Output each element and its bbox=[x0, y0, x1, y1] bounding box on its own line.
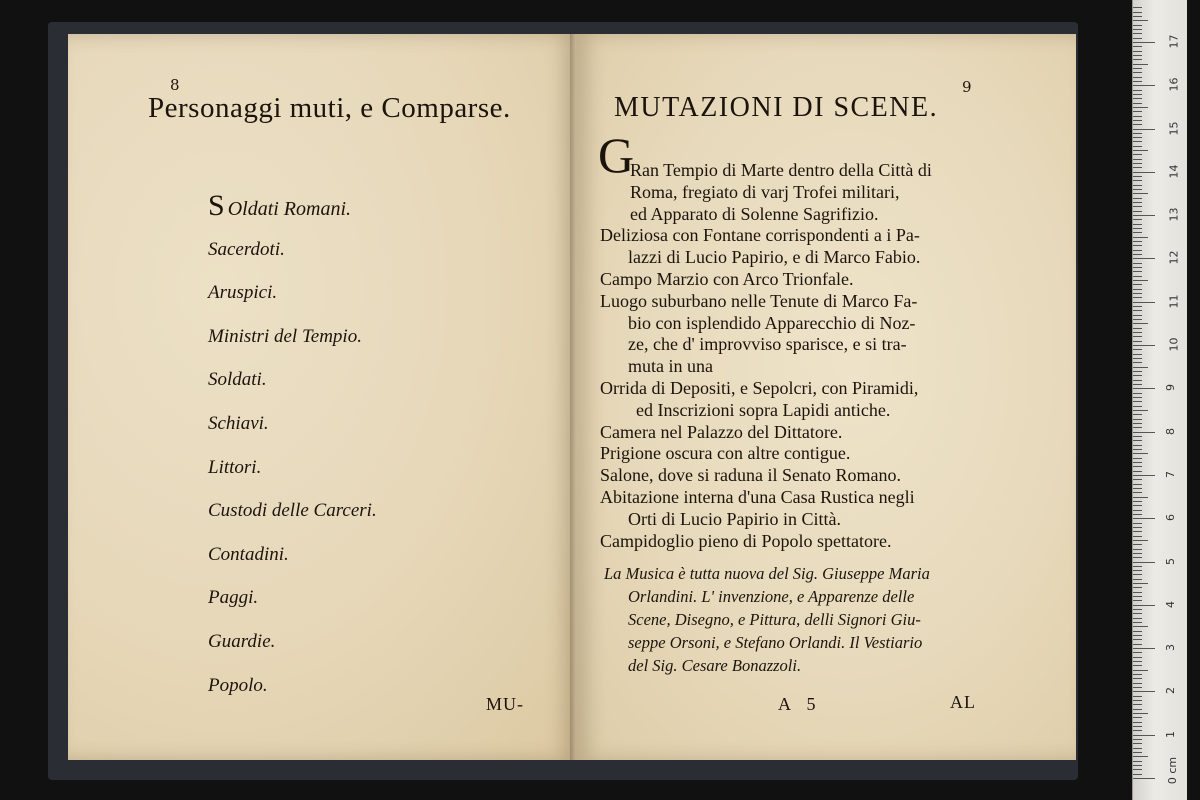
ruler-tick bbox=[1133, 68, 1142, 69]
ruler-tick bbox=[1133, 98, 1142, 99]
ruler-tick bbox=[1133, 159, 1142, 160]
ruler-tick bbox=[1133, 211, 1142, 212]
ruler-tick bbox=[1133, 29, 1142, 30]
ruler-tick bbox=[1133, 635, 1142, 636]
left-catchword: MU- bbox=[486, 694, 524, 714]
ruler-tick bbox=[1133, 124, 1142, 125]
ruler-tick bbox=[1133, 129, 1155, 130]
ruler-tick bbox=[1133, 536, 1142, 537]
ruler-tick bbox=[1133, 289, 1142, 290]
ruler-tick bbox=[1133, 319, 1142, 320]
list-item-text: Oldati Romani. bbox=[227, 198, 352, 220]
ruler-tick bbox=[1133, 726, 1142, 727]
ruler-tick bbox=[1133, 107, 1148, 108]
scene-line: ze, che d' improvviso sparisce, e si tra- bbox=[628, 334, 907, 355]
ruler-tick bbox=[1133, 336, 1142, 337]
ruler-number: 7 bbox=[1164, 470, 1177, 478]
right-page bbox=[576, 34, 1076, 760]
ruler-tick bbox=[1133, 644, 1142, 645]
ruler-number: 8 bbox=[1164, 427, 1177, 435]
ruler-tick bbox=[1133, 613, 1142, 614]
ruler-tick bbox=[1133, 778, 1155, 779]
ruler-unit-label: 0 cm bbox=[1166, 756, 1180, 785]
ruler-number: 9 bbox=[1164, 384, 1177, 392]
scene-line: Prigione oscura con altre contigue. bbox=[600, 443, 851, 464]
ruler-tick bbox=[1133, 652, 1142, 653]
ruler-tick bbox=[1133, 81, 1142, 82]
ruler-tick bbox=[1133, 146, 1142, 147]
ruler-tick bbox=[1133, 72, 1142, 73]
credit-line: Scene, Disegno, e Pittura, delli Signori Giu- bbox=[628, 610, 921, 629]
ruler-tick bbox=[1133, 33, 1142, 34]
ruler-tick bbox=[1133, 116, 1142, 117]
ruler-tick bbox=[1133, 12, 1142, 13]
scene-line: Salone, dove si raduna il Senato Romano. bbox=[600, 465, 901, 486]
ruler-tick bbox=[1133, 137, 1142, 138]
ruler-tick bbox=[1133, 713, 1148, 714]
ruler-tick bbox=[1133, 704, 1142, 705]
ruler-tick bbox=[1133, 267, 1142, 268]
ruler-tick bbox=[1133, 103, 1142, 104]
ruler-tick bbox=[1133, 505, 1142, 506]
ruler-tick bbox=[1133, 77, 1142, 78]
ruler-tick bbox=[1133, 587, 1142, 588]
ruler-tick bbox=[1133, 700, 1142, 701]
ruler-tick bbox=[1133, 562, 1155, 563]
ruler-tick bbox=[1133, 579, 1142, 580]
ruler-tick bbox=[1133, 401, 1142, 402]
ruler-tick bbox=[1133, 761, 1142, 762]
ruler-number: 5 bbox=[1164, 557, 1177, 565]
ruler-tick bbox=[1133, 250, 1142, 251]
ruler-tick bbox=[1133, 198, 1142, 199]
list-initial: S bbox=[208, 189, 225, 222]
scene-line: Roma, fregiato di varj Trofei militari, bbox=[630, 181, 900, 202]
ruler-tick bbox=[1133, 626, 1148, 627]
credit-line: Orlandini. L' invenzione, e Apparenze delle bbox=[628, 587, 915, 606]
ruler-tick bbox=[1133, 51, 1142, 52]
ruler-tick bbox=[1133, 657, 1142, 658]
ruler-tick bbox=[1133, 501, 1142, 502]
ruler-tick bbox=[1133, 224, 1142, 225]
ruler-tick bbox=[1133, 332, 1142, 333]
ruler-tick bbox=[1133, 518, 1155, 519]
ruler-tick bbox=[1133, 514, 1142, 515]
ruler-tick bbox=[1133, 406, 1142, 407]
ruler-number: 11 bbox=[1167, 294, 1181, 309]
ruler-tick bbox=[1133, 7, 1142, 8]
ruler-number: 16 bbox=[1167, 77, 1181, 92]
credit-line: del Sig. Cesare Bonazzoli. bbox=[628, 656, 802, 675]
ruler-tick bbox=[1133, 471, 1142, 472]
ruler-tick bbox=[1133, 241, 1142, 242]
ruler-tick bbox=[1133, 622, 1142, 623]
ruler-tick bbox=[1133, 596, 1142, 597]
ruler-tick bbox=[1133, 271, 1142, 272]
ruler-tick bbox=[1133, 384, 1142, 385]
list-item: Guardie. bbox=[208, 630, 276, 652]
ruler-number: 10 bbox=[1167, 337, 1181, 352]
character-list bbox=[208, 184, 377, 707]
ruler-tick bbox=[1133, 206, 1142, 207]
ruler-tick bbox=[1133, 678, 1142, 679]
ruler-tick bbox=[1133, 735, 1155, 736]
ruler-tick bbox=[1133, 38, 1142, 39]
ruler-tick bbox=[1133, 111, 1142, 112]
ruler-tick bbox=[1133, 25, 1142, 26]
ruler-tick bbox=[1133, 85, 1155, 86]
ruler-number: 1 bbox=[1164, 730, 1177, 738]
ruler-tick bbox=[1133, 592, 1142, 593]
ruler-tick bbox=[1133, 172, 1155, 173]
ruler-tick bbox=[1133, 756, 1148, 757]
ruler-tick bbox=[1133, 488, 1142, 489]
ruler-tick bbox=[1133, 665, 1142, 666]
ruler-tick bbox=[1133, 600, 1142, 601]
ruler-tick bbox=[1133, 254, 1142, 255]
ruler-number: 15 bbox=[1167, 121, 1181, 135]
ruler-tick bbox=[1133, 219, 1142, 220]
ruler-tick bbox=[1133, 670, 1148, 671]
ruler-tick bbox=[1133, 436, 1142, 437]
ruler-tick bbox=[1133, 743, 1142, 744]
ruler-tick bbox=[1133, 683, 1142, 684]
ruler-tick bbox=[1133, 90, 1142, 91]
left-page-number: 8 bbox=[170, 76, 180, 94]
ruler-tick bbox=[1133, 167, 1142, 168]
scene-line: Campo Marzio con Arco Trionfale. bbox=[600, 268, 854, 289]
ruler-tick bbox=[1133, 310, 1142, 311]
ruler-tick bbox=[1133, 176, 1142, 177]
right-page-title: MUTAZIONI DI SCENE. bbox=[614, 92, 939, 123]
ruler-tick bbox=[1133, 549, 1142, 550]
ruler-number: 3 bbox=[1164, 644, 1177, 652]
left-page bbox=[68, 34, 576, 760]
list-item: Custodi delle Carceri. bbox=[208, 500, 377, 522]
ruler-tick bbox=[1133, 618, 1142, 619]
ruler-tick bbox=[1133, 189, 1142, 190]
ruler-tick bbox=[1133, 59, 1142, 60]
ruler-tick bbox=[1133, 544, 1142, 545]
scene-line: Orti di Lucio Papirio in Città. bbox=[628, 508, 841, 529]
ruler-tick bbox=[1133, 765, 1142, 766]
ruler-tick bbox=[1133, 769, 1142, 770]
ruler-tick bbox=[1133, 380, 1142, 381]
ruler-tick bbox=[1133, 358, 1142, 359]
ruler-tick bbox=[1133, 345, 1155, 346]
ruler-tick bbox=[1133, 631, 1142, 632]
list-item: Littori. bbox=[208, 456, 262, 478]
ruler-number: 12 bbox=[1167, 250, 1181, 265]
ruler-tick bbox=[1133, 510, 1142, 511]
ruler-tick bbox=[1133, 306, 1142, 307]
ruler-tick bbox=[1133, 202, 1142, 203]
ruler-tick bbox=[1133, 527, 1142, 528]
scene-line: ed Inscrizioni sopra Lapidi antiche. bbox=[636, 399, 891, 420]
ruler-number: 4 bbox=[1164, 600, 1177, 608]
ruler-tick bbox=[1133, 315, 1142, 316]
ruler-tick bbox=[1133, 691, 1155, 692]
list-item: Paggi. bbox=[208, 587, 259, 609]
ruler-tick bbox=[1133, 397, 1142, 398]
scene-list bbox=[600, 160, 932, 552]
scene-line: Camera nel Palazzo del Dittatore. bbox=[600, 421, 843, 442]
ruler-tick bbox=[1133, 341, 1142, 342]
ruler-tick bbox=[1133, 55, 1142, 56]
credit-line: La Musica è tutta nuova del Sig. Giuseppe Maria bbox=[604, 564, 930, 583]
list-item bbox=[208, 184, 377, 228]
ruler-tick bbox=[1133, 696, 1142, 697]
ruler-tick bbox=[1133, 16, 1142, 17]
ruler-tick bbox=[1133, 419, 1142, 420]
ruler-tick bbox=[1133, 245, 1142, 246]
scene-line: ed Apparato di Solenne Sagrifizio. bbox=[630, 203, 879, 224]
scene-line: Ran Tempio di Marte dentro della Città di bbox=[630, 160, 932, 180]
list-item: Soldati. bbox=[208, 369, 267, 391]
ruler-number: 13 bbox=[1167, 207, 1181, 222]
scene-line: bio con isplendido Apparecchio di Noz- bbox=[628, 312, 916, 333]
ruler-tick bbox=[1133, 163, 1142, 164]
ruler-tick bbox=[1133, 180, 1142, 181]
ruler-tick bbox=[1133, 414, 1142, 415]
ruler-tick bbox=[1133, 46, 1142, 47]
ruler-tick bbox=[1133, 458, 1142, 459]
ruler-tick bbox=[1133, 284, 1142, 285]
ruler-tick bbox=[1133, 523, 1142, 524]
ruler-tick bbox=[1133, 583, 1148, 584]
ruler-tick bbox=[1133, 648, 1155, 649]
ruler-tick bbox=[1133, 263, 1142, 264]
ruler-tick bbox=[1133, 423, 1142, 424]
ruler-tick bbox=[1133, 574, 1142, 575]
ruler-tick bbox=[1133, 492, 1142, 493]
ruler-tick bbox=[1133, 687, 1142, 688]
ruler-tick bbox=[1133, 531, 1142, 532]
ruler-tick bbox=[1133, 557, 1142, 558]
ruler-tick bbox=[1133, 752, 1142, 753]
ruler-tick bbox=[1133, 445, 1142, 446]
ruler-tick bbox=[1133, 276, 1142, 277]
ruler-tick bbox=[1133, 566, 1142, 567]
scene-line: Luogo suburbano nelle Tenute di Marco Fa- bbox=[600, 290, 918, 311]
ruler-number: 2 bbox=[1164, 687, 1177, 695]
ruler-tick bbox=[1133, 432, 1155, 433]
ruler-tick bbox=[1133, 323, 1148, 324]
ruler-tick bbox=[1133, 120, 1142, 121]
ruler-tick bbox=[1133, 440, 1142, 441]
ruler-tick bbox=[1133, 215, 1155, 216]
ruler-tick bbox=[1133, 94, 1142, 95]
ruler-tick bbox=[1133, 150, 1148, 151]
scene-line: Abitazione interna d'una Casa Rustica negli bbox=[600, 486, 915, 507]
ruler-tick bbox=[1133, 42, 1155, 43]
ruler-tick bbox=[1133, 466, 1142, 467]
ruler-tick bbox=[1133, 280, 1148, 281]
ruler-tick bbox=[1133, 709, 1142, 710]
ruler-tick bbox=[1133, 748, 1142, 749]
ruler-tick bbox=[1133, 475, 1155, 476]
ruler-tick bbox=[1133, 371, 1142, 372]
list-item: Ministri del Tempio. bbox=[208, 325, 362, 347]
ruler-tick bbox=[1133, 410, 1148, 411]
ruler-tick bbox=[1133, 484, 1142, 485]
scene-line: Deliziosa con Fontane corrispondenti a i Pa- bbox=[600, 225, 920, 246]
right-catchword: AL bbox=[950, 692, 976, 712]
ruler-tick bbox=[1133, 462, 1142, 463]
scene-line: Campidoglio pieno di Popolo spettatore. bbox=[600, 530, 892, 551]
ruler-tick bbox=[1133, 393, 1142, 394]
ruler-tick bbox=[1133, 193, 1148, 194]
ruler-tick bbox=[1133, 354, 1142, 355]
scene-line: Orrida di Depositi, e Sepolcri, con Piramidi, bbox=[600, 377, 919, 398]
ruler-tick bbox=[1133, 154, 1142, 155]
ruler-tick bbox=[1133, 497, 1148, 498]
list-item: Popolo. bbox=[208, 674, 268, 696]
left-page-title: Personaggi muti, e Comparse. bbox=[148, 92, 511, 124]
ruler-tick bbox=[1133, 328, 1142, 329]
scene-line: lazzi di Lucio Papirio, e di Marco Fabio. bbox=[628, 247, 921, 268]
ruler-number: 14 bbox=[1167, 164, 1181, 179]
ruler-tick bbox=[1133, 375, 1142, 376]
ruler-tick bbox=[1133, 388, 1155, 389]
list-item: Schiavi. bbox=[208, 412, 269, 434]
ruler-number: 6 bbox=[1164, 514, 1177, 522]
ruler-tick bbox=[1133, 20, 1148, 21]
ruler-tick bbox=[1133, 605, 1155, 606]
ruler-tick bbox=[1133, 639, 1142, 640]
ruler-tick bbox=[1133, 570, 1142, 571]
scene-line: muta in una bbox=[628, 356, 713, 377]
ruler-tick bbox=[1133, 730, 1142, 731]
ruler-tick bbox=[1133, 739, 1142, 740]
ruler-tick bbox=[1133, 540, 1148, 541]
measuring-ruler bbox=[1132, 0, 1187, 800]
ruler-tick bbox=[1133, 232, 1142, 233]
ruler-tick bbox=[1133, 449, 1142, 450]
ruler-tick bbox=[1133, 133, 1142, 134]
ruler-tick bbox=[1133, 64, 1148, 65]
ruler-tick bbox=[1133, 297, 1142, 298]
right-page-number: 9 bbox=[962, 78, 972, 96]
list-item: Aruspici. bbox=[208, 282, 278, 304]
ruler-tick bbox=[1133, 367, 1148, 368]
list-item: Sacerdoti. bbox=[208, 238, 285, 260]
ruler-tick bbox=[1133, 302, 1155, 303]
ruler-tick bbox=[1133, 427, 1142, 428]
drop-cap: G bbox=[598, 127, 635, 183]
signature-mark: A 5 bbox=[778, 694, 822, 714]
music-credits bbox=[604, 562, 930, 677]
ruler-tick bbox=[1133, 293, 1142, 294]
ruler-tick bbox=[1133, 717, 1142, 718]
ruler-tick bbox=[1133, 258, 1155, 259]
ruler-number: 17 bbox=[1167, 34, 1181, 49]
ruler-tick bbox=[1133, 722, 1142, 723]
ruler-tick bbox=[1133, 141, 1142, 142]
ruler-tick bbox=[1133, 674, 1142, 675]
ruler-tick bbox=[1133, 185, 1142, 186]
ruler-tick bbox=[1133, 553, 1142, 554]
ruler-tick bbox=[1133, 362, 1142, 363]
ruler-tick bbox=[1133, 609, 1142, 610]
ruler-tick bbox=[1133, 228, 1142, 229]
credit-line: seppe Orsoni, e Stefano Orlandi. Il Vestiario bbox=[628, 633, 923, 652]
ruler-tick bbox=[1133, 453, 1148, 454]
list-item: Contadini. bbox=[208, 543, 289, 565]
ruler-tick bbox=[1133, 479, 1142, 480]
ruler-tick bbox=[1133, 349, 1142, 350]
ruler-tick bbox=[1133, 774, 1142, 775]
ruler-tick bbox=[1133, 237, 1148, 238]
ruler-tick bbox=[1133, 661, 1142, 662]
